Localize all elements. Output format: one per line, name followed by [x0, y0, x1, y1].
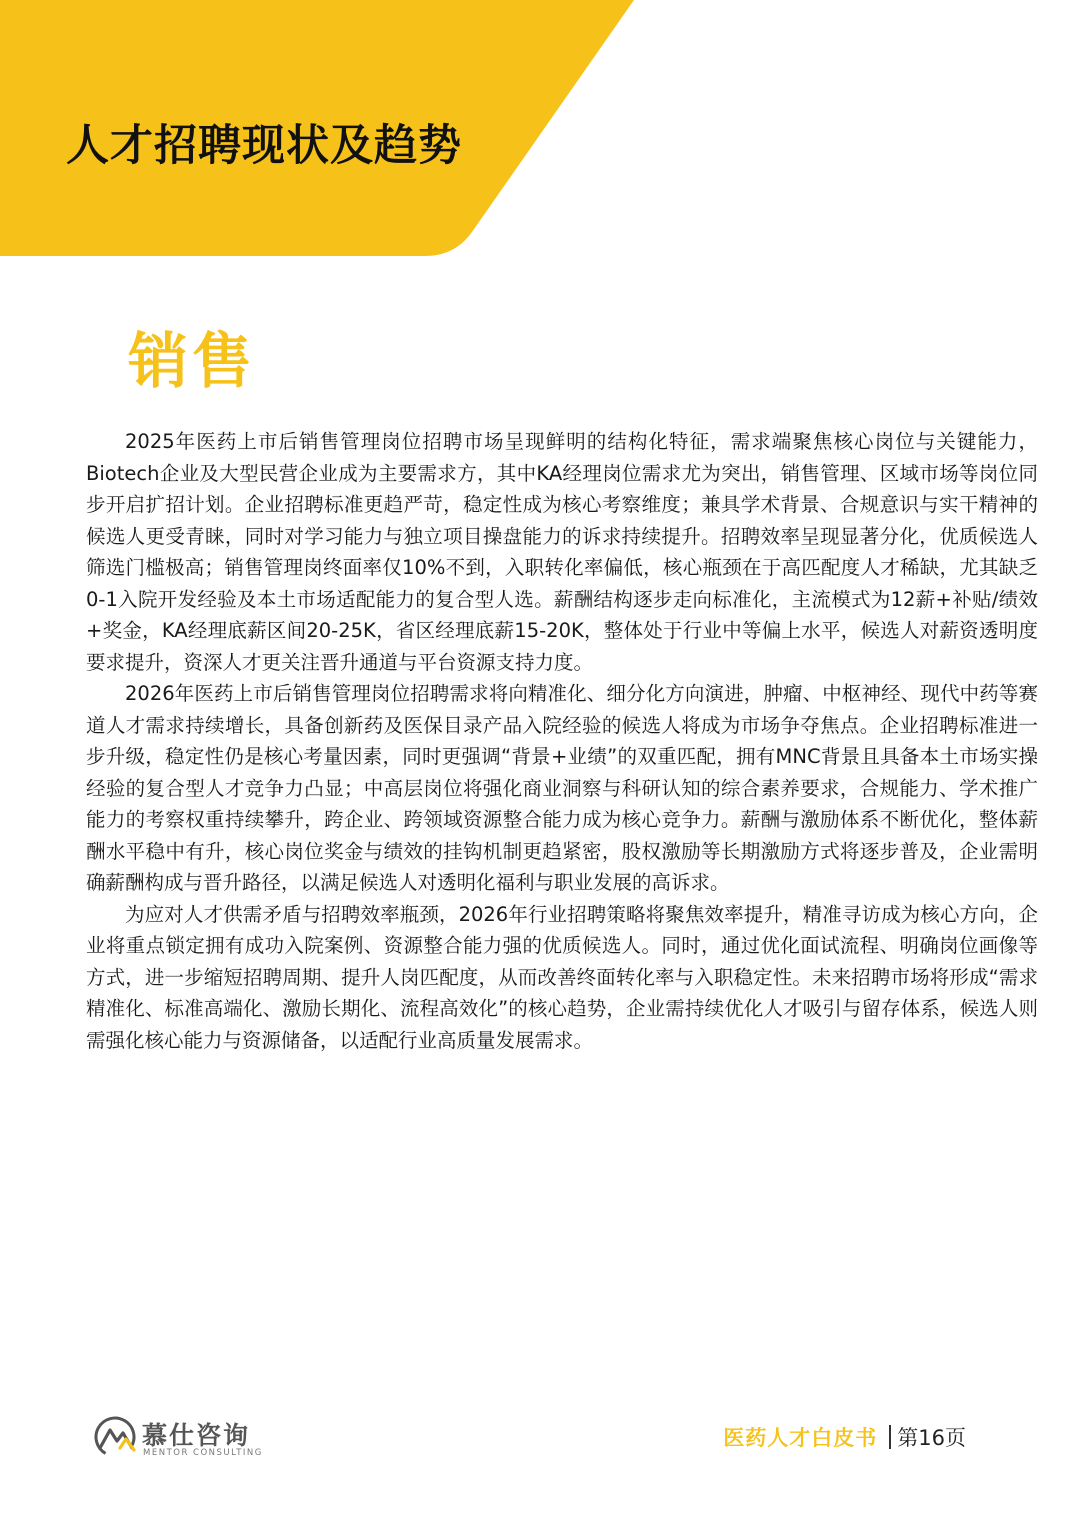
footer-page-info — [723, 1422, 966, 1452]
section-title: 销售 — [128, 327, 256, 397]
logo-chinese-name: 慕仕咨询 — [142, 1421, 251, 1450]
paragraph: 为应对人才供需矛盾与招聘效率瓶颈，2026年行业招聘策略将聚焦效率提升，精准寻访成为核心方向，企业将重点锁定拥有成功入院案例、资源整合能力强的优质候选人。同时，通过优化面试流程、明确岗位画像等方式，进一步缩短招聘周期、提升人岗匹配度，从而改善终面转化率与入职稳定性。未来招聘市场将形成“需求精准化、标准高端化、激励长期化、流程高效化”的核心趋势，企业需持续优化人才吸引与留存体系，候选人则需强化核心能力与资源储备，以适配行业高质量发展需求。 — [86, 902, 1038, 1052]
page-number: 第16页 — [897, 1426, 966, 1450]
article-body — [86, 426, 1038, 1056]
logo-english-name: MENTOR CONSULTING — [143, 1448, 263, 1458]
page-title: 人才招聘现状及趋势 — [66, 121, 462, 171]
logo-mountain-icon — [92, 1414, 138, 1460]
footer-divider — [889, 1425, 891, 1449]
paragraph: 2025年医药上市后销售管理岗位招聘市场呈现鲜明的结构化特征，需求端聚焦核心岗位与关键能力，Biotech企业及大型民营企业成为主要需求方，其中KA经理岗位需求尤为突出，销售管理、区域市场等岗位同步开启扩招计划。企业招聘标准更趋严苛，稳定性成为核心考察维度；兼具学术背景、合规意识与实干精神的候选人更受青睐，同时对学习能力与独立项目操盘能力的诉求持续提升。招聘效率呈现显著分化，优质候选人筛选门槛极高；销售管理岗终面率仅10%不到，入职转化率偏低，核心瓶颈在于高匹配度人才稀缺，尤其缺乏0-1入院开发经验及本土市场适配能力的复合型人选。薪酬结构逐步走向标准化，主流模式为12薪+补贴/绩效+奖金，KA经理底薪区间20-25K，省区经理底薪15-20K，整体处于行业中等偏上水平，候选人对薪资透明度要求提升，资深人才更关注晋升通道与平台资源支持力度。 — [86, 430, 1038, 674]
company-logo — [92, 1412, 272, 1468]
paragraph: 2026年医药上市后销售管理岗位招聘需求将向精准化、细分化方向演进，肿瘤、中枢神经、现代中药等赛道人才需求持续增长，具备创新药及医保目录产品入院经验的候选人将成为市场争夺焦点。企业招聘标准进一步升级，稳定性仍是核心考量因素，同时更强调“背景+业绩”的双重匹配，拥有MNC背景且具备本土市场实操经验的复合型人才竞争力凸显；中高层岗位将强化商业洞察与科研认知的综合素养要求，合规能力、学术推广能力的考察权重持续攀升，跨企业、跨领域资源整合能力成为核心竞争力。薪酬与激励体系不断优化，整体薪酬水平稳中有升，核心岗位奖金与绩效的挂钩机制更趋紧密，股权激励等长期激励方式将逐步普及，企业需明确薪酬构成与晋升路径，以满足候选人对透明化福利与职业发展的高诉求。 — [86, 682, 1038, 894]
footer-book-title: 医药人才白皮书 — [723, 1426, 878, 1450]
